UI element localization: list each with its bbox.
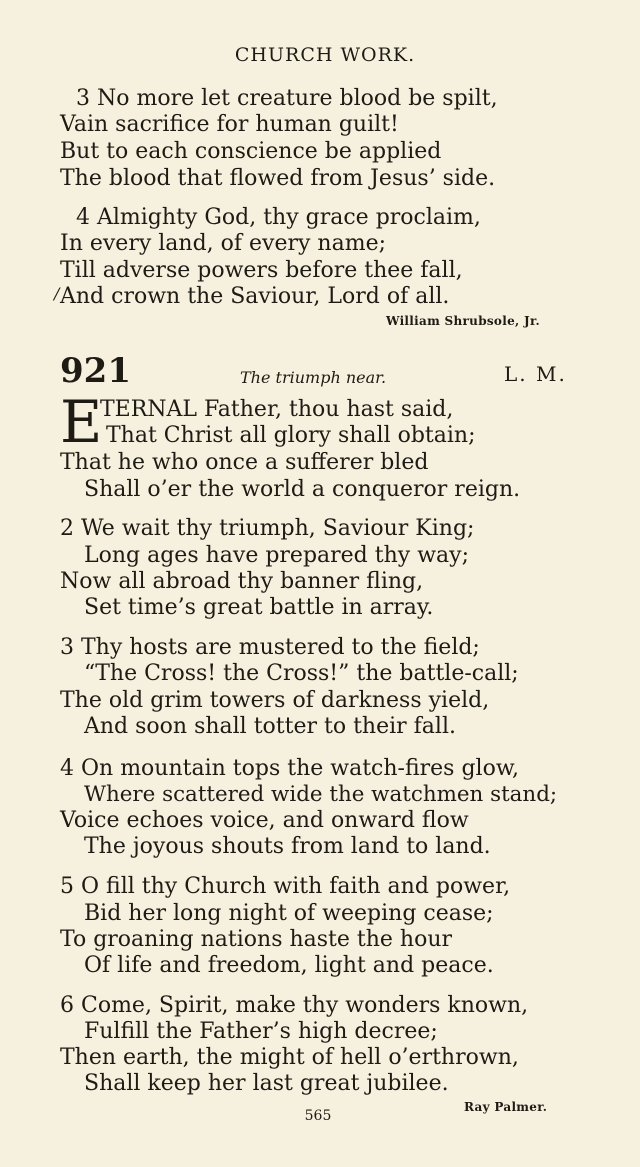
verse-line: Set time’s great battle in array. xyxy=(84,595,434,620)
verse-line: 4 Almighty God, thy grace proclaim, xyxy=(76,205,481,230)
verse-line: But to each conscience be applied xyxy=(60,139,442,164)
verse-line: Shall keep her last great jubilee. xyxy=(84,1071,449,1096)
verse-line: TERNAL Father, thou hast said, xyxy=(100,397,454,422)
verse-line: The blood that flowed from Jesus’ side. xyxy=(60,166,496,191)
verse-line: In every land, of every name; xyxy=(60,231,387,256)
hymn-number: 921 xyxy=(60,351,131,391)
verse-line: Fulfill the Father’s high decree; xyxy=(84,1019,438,1044)
hymn-author: Ray Palmer. xyxy=(464,1100,548,1114)
verse-line: Of life and freedom, light and peace. xyxy=(84,953,494,978)
drop-cap: E xyxy=(60,388,103,456)
verse-line: That he who once a sufferer bled xyxy=(60,450,429,475)
verse-line: Vain sacrifice for human guilt! xyxy=(60,112,399,137)
verse-line: 5 O fill thy Church with faith and power, xyxy=(60,874,511,899)
verse-line: That Christ all glory shall obtain; xyxy=(106,423,476,448)
verse-line: Till adverse powers before thee fall, xyxy=(60,258,463,283)
verse-line: Where scattered wide the watchmen stand; xyxy=(84,782,558,807)
running-head: CHURCH WORK. xyxy=(234,44,416,66)
verse-line: Voice echoes voice, and onward flow xyxy=(60,808,469,833)
verse-line: To groaning nations haste the hour xyxy=(60,927,453,952)
hymn-title: The triumph near. xyxy=(240,368,387,387)
hymn-meter: L. M. xyxy=(504,362,567,386)
verse-line: Long ages have prepared thy way; xyxy=(84,543,469,568)
verse-line: Then earth, the might of hell o’erthrown, xyxy=(60,1045,519,1070)
verse-line: 6 Come, Spirit, make thy wonders known, xyxy=(60,993,529,1018)
verse-line: And crown the Saviour, Lord of all. xyxy=(60,284,450,309)
verse-line: Now all abroad thy banner fling, xyxy=(60,569,424,594)
verse-line: 2 We wait thy triumph, Saviour King; xyxy=(60,516,475,541)
verse-line: And soon shall totter to their fall. xyxy=(84,714,456,739)
verse-line: The joyous shouts from land to land. xyxy=(84,834,491,859)
verse-line: 4 On mountain tops the watch-fires glow, xyxy=(60,756,520,781)
verse-line: “The Cross! the Cross!” the battle-call; xyxy=(84,661,519,686)
verse-line: The old grim towers of darkness yield, xyxy=(60,688,490,713)
verse-line: Shall o’er the world a conqueror reign. xyxy=(84,477,521,502)
verse-line: 3 No more let creature blood be spilt, xyxy=(76,86,498,111)
page-number: 565 xyxy=(304,1108,332,1124)
prev-hymn-author: William Shrubsole, Jr. xyxy=(386,314,540,328)
margin-pencil-mark: / xyxy=(54,284,60,303)
verse-line: 3 Thy hosts are mustered to the field; xyxy=(60,635,480,660)
verse-line: Bid her long night of weeping cease; xyxy=(84,901,494,926)
